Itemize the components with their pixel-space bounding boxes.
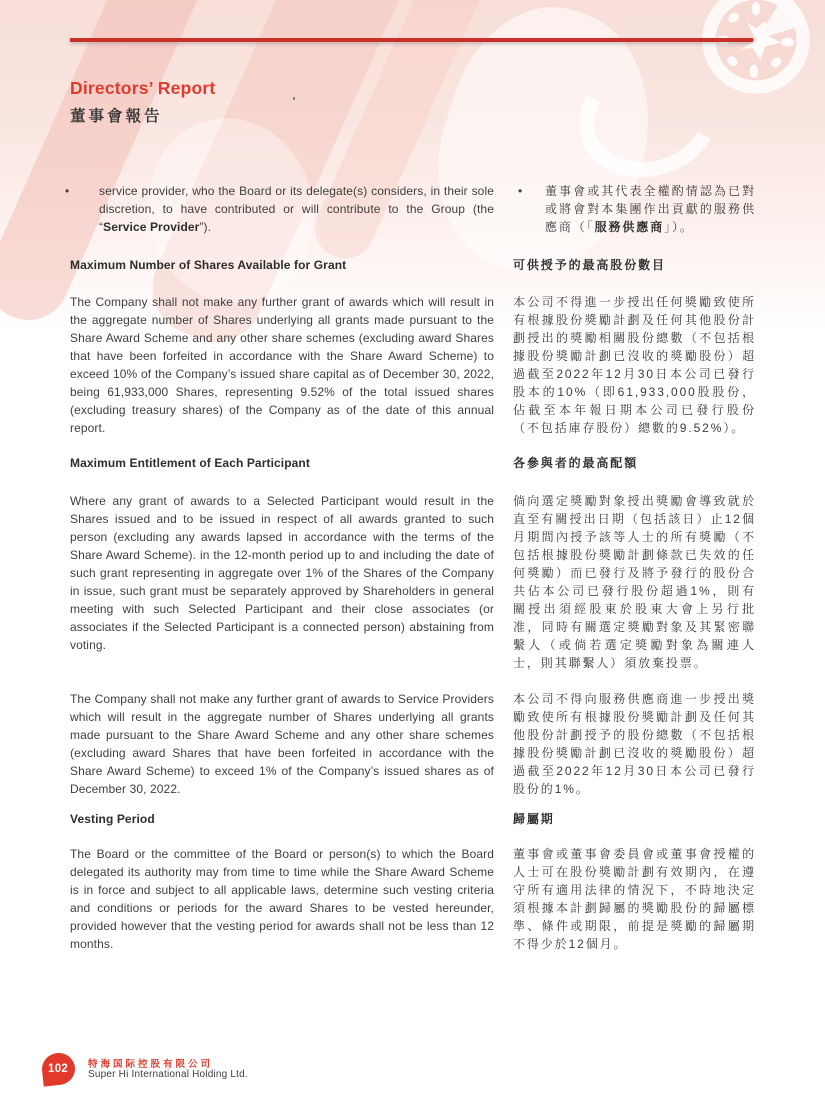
bullet-text-en-bold: Service Provider xyxy=(103,220,200,234)
bullet-text-en-suffix: ”). xyxy=(199,220,212,234)
bullet-text-zh-suffix: 」）。 xyxy=(664,220,694,234)
paragraph-zh-1: 本公司不得進一步授出任何獎勵致使所有根據股份獎勵計劃及任何其他股份計劃授出的獎勵相關股份總數（不包括根據股份獎勵計劃已沒收的獎勵股份）超過截至2022年12月30日本公司已發行股本的10%（即61,933,000股股份，佔截至本年報日期本公司已發行股份（不包括庫存股份）總數的9.52%）。 xyxy=(513,295,756,435)
paragraph-zh-2: 倘向選定獎勵對象授出獎勵會導致就於直至有關授出日期（包括該日）止12個月期間內授予該等人士的所有獎勵（不包括根據股份獎勵計劃條款已失效的任何獎勵）而已發行及將予發行的股份合共佔本公司已發行股份超過1%，則有關授出須經股東於股東大會上另行批准，同時有關選定獎勵對象及其緊密聯繫人（或倘若選定獎勵對象為關連人士，則其聯繫人）須放棄投票。 xyxy=(513,494,756,670)
artifact-dot xyxy=(293,97,295,100)
page-number: 102 xyxy=(48,1063,69,1075)
paragraph-en-2: Where any grant of awards to a Selected Participant would result in the Shares issued and to be issued in respect of all awards granted to such person (excluding any awards lapsed in accordance with the terms of the Share Award Scheme). in the 12-month period up to and including the date of such grant representing in aggregate over 1% of the Shares of the Company in issue, such grant must be separately approved by Shareholders in general meeting with such Selected Participant and their close associates (or associates if the Selected Participant is a connected person) abstaining from voting. xyxy=(70,494,494,652)
page-title-en: Directors’ Report xyxy=(70,78,216,98)
paragraph-zh-3: 本公司不得向服務供應商進一步授出獎勵致使所有根據股份獎勵計劃及任何其他股份計劃授予的股份總數（不包括根據股份獎勵計劃已沒收的獎勵股份）超過截至2022年12月30日本公司已發行股份的1%。 xyxy=(513,692,756,796)
paragraph-zh-4: 董事會或董事會委員會或董事會授權的人士可在股份獎勵計劃有效期內，在遵守所有適用法律的情況下，不時地決定須根據本計劃歸屬的獎勵股份的歸屬標準、條件或期限，前提是獎勵的歸屬期不得少於12個月。 xyxy=(513,847,756,951)
bullet-text-zh-prefix: 董事會或其代表全權酌情認為已對或將會對本集團作出貢獻的服務供應商（「 xyxy=(545,184,756,234)
section-heading-en-3: Vesting Period xyxy=(70,812,155,826)
company-name-zh: 特海国际控股有限公司 xyxy=(88,1059,214,1070)
page-number-badge xyxy=(40,1051,76,1086)
paragraph-en-1: The Company shall not make any further grant of awards which will result in the aggregate number of Shares underlying all grants made pursuant to the Share Award Scheme and any other share schemes (excluding award Shares that have been forfeited in accordance with the Share Award Scheme) to exceed 10% of the Company’s issued share capital as of December 30, 2022, being 61,933,000 Shares, representing 9.52% of the total issued shares (excluding treasury shares) of the Company as of the date of this annual report. xyxy=(70,295,494,435)
bullet-item-zh xyxy=(518,182,756,236)
section-heading-zh-2: 各參與者的最高配額 xyxy=(513,456,639,470)
section-heading-en-1: Maximum Number of Shares Available for Grant xyxy=(70,258,347,272)
bullet-text-en xyxy=(99,182,494,236)
top-rule xyxy=(70,38,753,42)
page-title-zh: 董事會報告 xyxy=(70,108,163,125)
section-heading-en-2: Maximum Entitlement of Each Participant xyxy=(70,456,310,470)
paragraph-en-4: The Board or the committee of the Board or person(s) to which the Board delegated its authority may from time to time while the Share Award Scheme is in force and subject to all applicable laws, determine such vesting criteria and conditions or periods for the award Shares to be vested hereunder, provided however that the vesting period for awards shall not be less than 12 months. xyxy=(70,847,494,951)
company-name-en: Super Hi International Holding Ltd. xyxy=(88,1069,248,1080)
paragraph-en-3: The Company shall not make any further grant of awards to Service Providers which will result in the aggregate number of Shares underlying all grants made pursuant to the Share Award Scheme and any other share schemes (excluding award Shares that have been forfeited in accordance with the Share Award Scheme) to exceed 1% of the Company’s issued shares as of December 30, 2022. xyxy=(70,692,494,796)
bullet-icon: • xyxy=(65,184,70,198)
bullet-text-en-prefix: service provider, who the Board or its delegate(s) considers, in their sole discretion, to have contributed or will contribute to the Group (the “ xyxy=(99,184,494,234)
bullet-text-zh-bold: 服務供應商 xyxy=(594,220,665,234)
bullet-text-zh xyxy=(545,182,756,236)
tomato-slice-icon xyxy=(700,0,812,96)
bullet-item-en xyxy=(65,182,494,236)
watermark-band xyxy=(0,0,825,335)
section-heading-zh-1: 可供授予的最高股份數目 xyxy=(513,258,666,272)
bullet-icon: • xyxy=(518,184,525,198)
section-heading-zh-3: 歸屬期 xyxy=(513,812,555,826)
